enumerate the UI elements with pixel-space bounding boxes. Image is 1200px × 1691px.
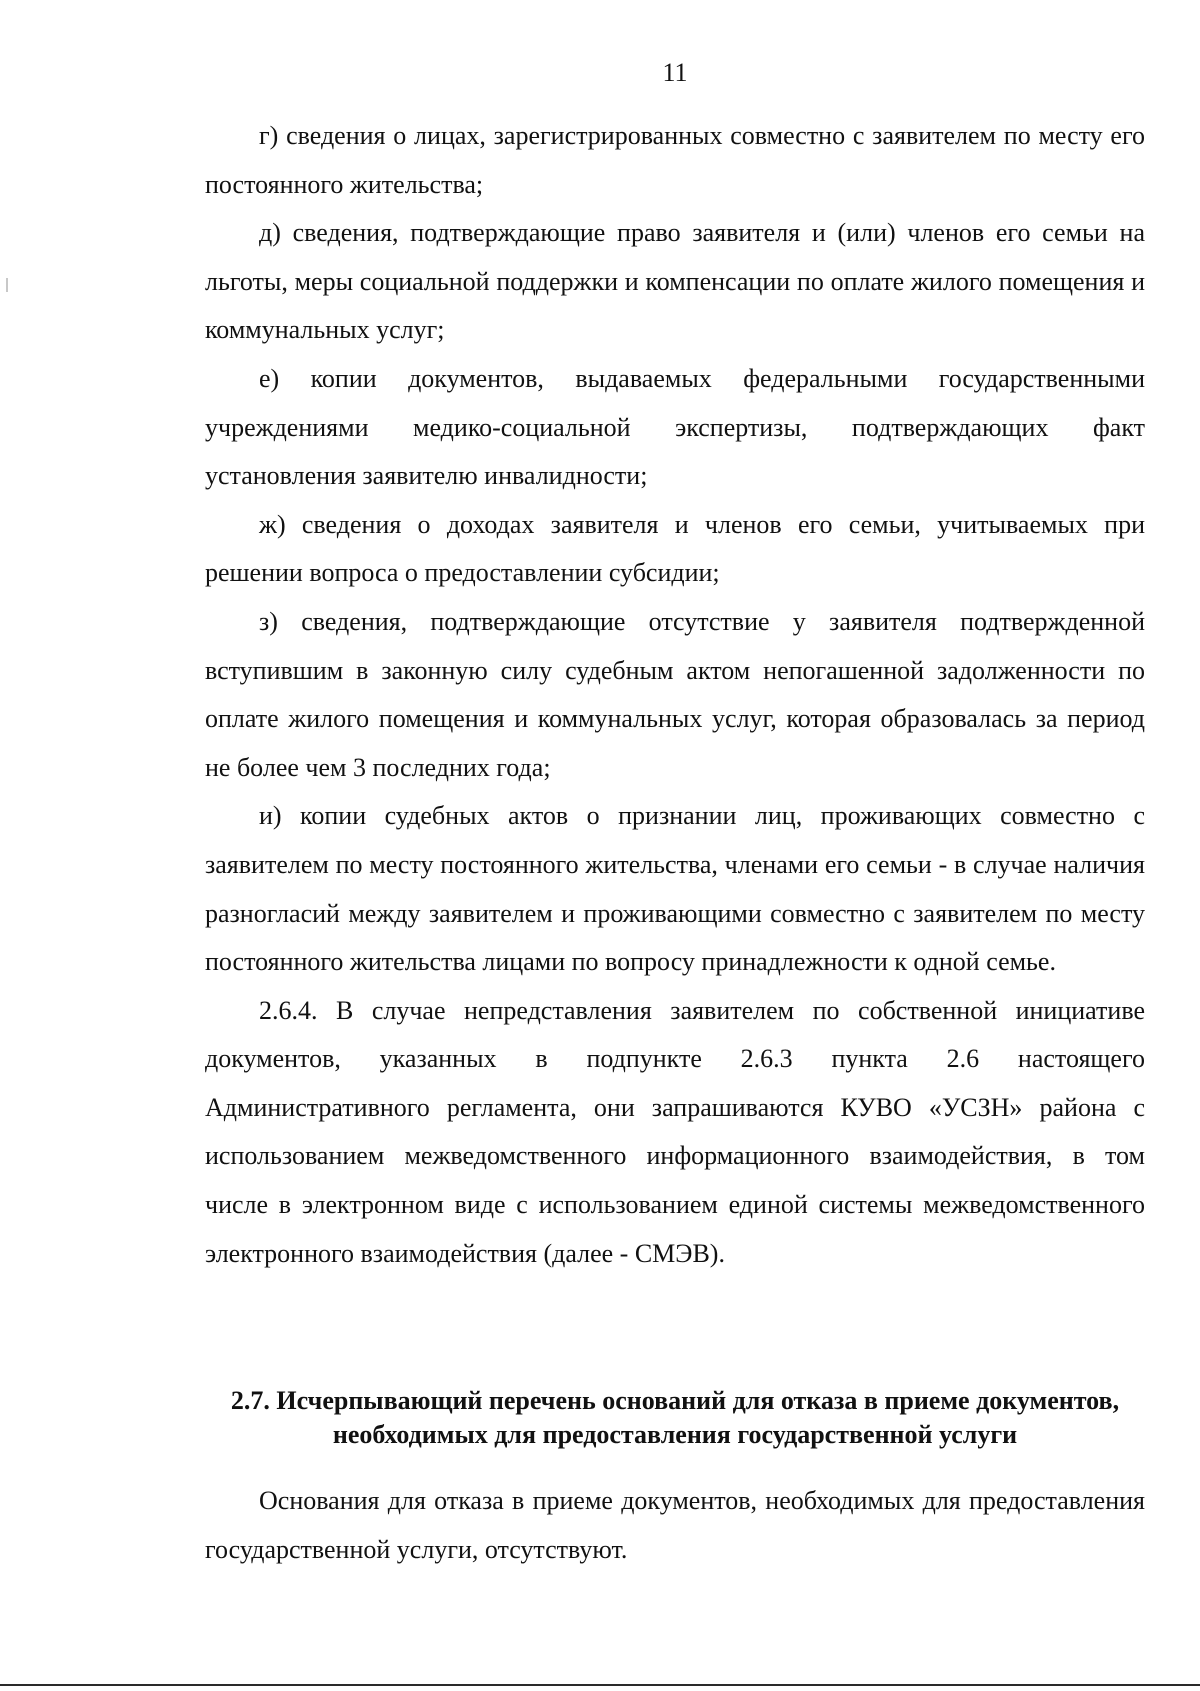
paragraph-e: е) копии документов, выдаваемых федеральными государственными учреждениями медико-социальной экспертизы, подтверждающих факт установления заявителю инвалидности;: [205, 363, 1145, 491]
page-number: 11: [662, 58, 688, 87]
paragraph-2-6-4: 2.6.4. В случае непредставления заявителем по собственной инициативе документов, указанных в подпункте 2.6.3 пункта 2.6 настоящего Административного регламента, они запрашиваются КУВО «УСЗН» района с использованием межведомственного информационного взаимодействия, в том числе в электронном виде с использованием единой системы межведомственного электронного взаимодействия (далее - СМЭВ).: [205, 995, 1145, 1268]
paragraph-d: д) сведения, подтверждающие право заявителя и (или) членов его семьи на льготы, меры социальной поддержки и компенсации по оплате жилого помещения и коммунальных услуг;: [205, 218, 1145, 345]
bottom-rule: [0, 1684, 1200, 1686]
scan-edge-mark: [6, 278, 8, 292]
paragraph-z: з) сведения, подтверждающие отсутствие у заявителя подтвержденной вступившим в законную силу судебным актом непогашенной задолженности по оплате жилого помещения и коммунальных услуг, которая образовалась за период не более чем 3 последних года;: [205, 606, 1145, 782]
paragraph-i: и) копии судебных актов о признании лиц, проживающих совместно с заявителем по месту постоянного жительства, членами его семьи - в случае наличия разногласий между заявителем и проживающими совместно с заявителем по месту постоянного жительства лицами по вопросу принадлежности к одной семье.: [205, 801, 1145, 977]
section-body: [205, 1477, 1145, 1574]
paragraph-g: г) сведения о лицах, зарегистрированных совместно с заявителем по месту его постоянного жительства;: [205, 121, 1145, 199]
paragraph-no-grounds: Основания для отказа в приеме документов, необходимых для предоставления государственной услуги, отсутствуют.: [205, 1486, 1145, 1564]
body-text: [205, 112, 1145, 1278]
paragraph-zh: ж) сведения о доходах заявителя и членов его семьи, учитываемых при решении вопроса о предоставлении субсидии;: [205, 509, 1145, 588]
section-heading-2-7: 2.7. Исчерпывающий перечень оснований для отказа в приеме документов, необходимых для предоставления государственной услуги: [230, 1386, 1120, 1449]
